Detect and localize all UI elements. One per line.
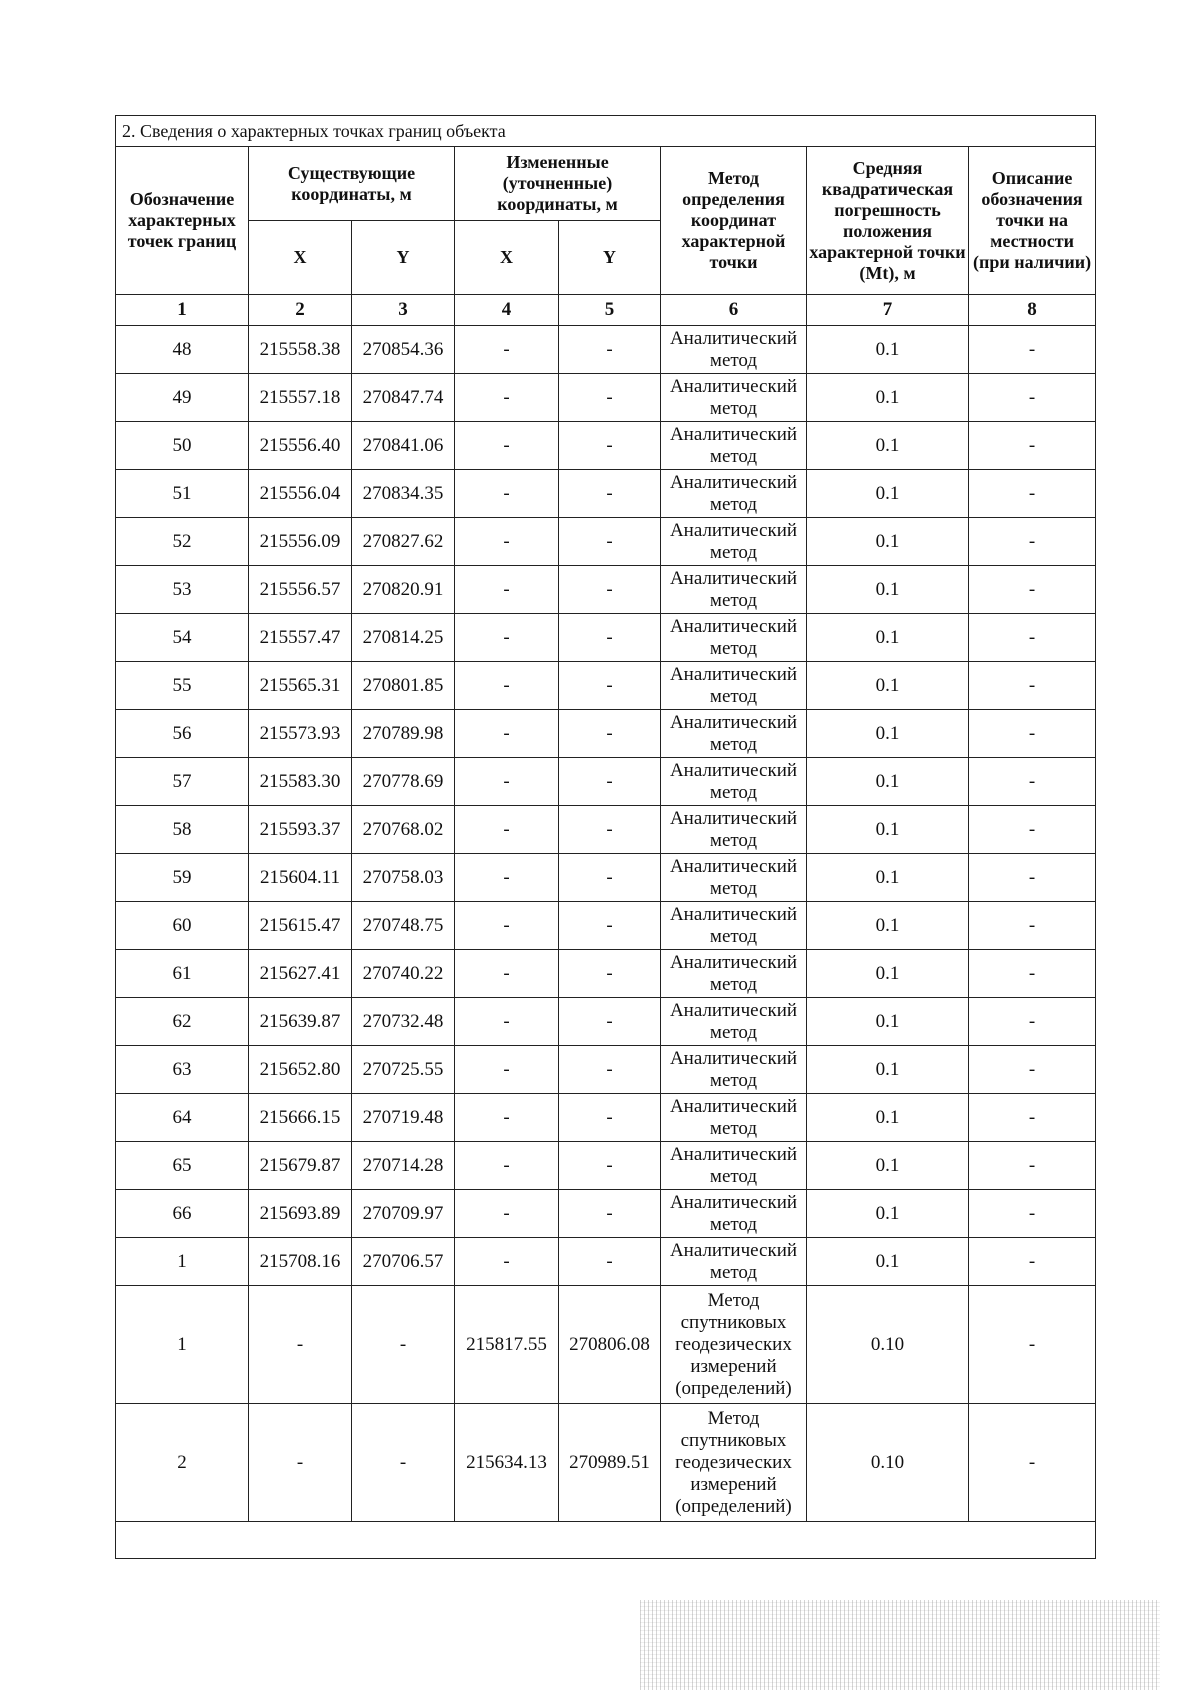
point-number: 64 [116,1094,249,1142]
point-number: 60 [116,902,249,950]
point-number: 49 [116,374,249,422]
method-cell: Метод спутниковых геодезических измерений (определений) [661,1404,807,1522]
document-sheet [115,115,1095,1559]
existing-x: - [249,1404,352,1522]
changed-x: - [455,1238,559,1286]
point-number: 50 [116,422,249,470]
mt-value: 0.1 [807,326,969,374]
point-number: 53 [116,566,249,614]
method-cell: Аналитический метод [661,758,807,806]
existing-x: - [249,1286,352,1404]
point-number: 55 [116,662,249,710]
changed-x: - [455,854,559,902]
empty-footer-cell [116,1522,1096,1559]
empty-footer-row [116,1522,1096,1559]
existing-y: - [352,1404,455,1522]
existing-y: 270719.48 [352,1094,455,1142]
changed-y: - [559,1094,661,1142]
table-row [116,1046,1096,1094]
changed-x: - [455,902,559,950]
method-cell: Аналитический метод [661,470,807,518]
description-cell: - [969,374,1096,422]
method-cell: Аналитический метод [661,950,807,998]
table-body [116,295,1096,1522]
column-number: 8 [969,295,1096,326]
description-cell: - [969,1142,1096,1190]
changed-y: - [559,662,661,710]
table-row [116,422,1096,470]
changed-y: - [559,374,661,422]
header-existing-x: X [249,221,352,295]
point-number: 62 [116,998,249,1046]
existing-y: 270847.74 [352,374,455,422]
mt-value: 0.1 [807,566,969,614]
point-number: 56 [116,710,249,758]
changed-y: - [559,326,661,374]
description-cell: - [969,566,1096,614]
point-number: 1 [116,1286,249,1404]
point-number: 52 [116,518,249,566]
mt-value: 0.1 [807,806,969,854]
column-number: 5 [559,295,661,326]
description-cell: - [969,758,1096,806]
existing-y: 270758.03 [352,854,455,902]
existing-y: 270706.57 [352,1238,455,1286]
column-number: 3 [352,295,455,326]
mt-value: 0.1 [807,1094,969,1142]
method-cell: Аналитический метод [661,662,807,710]
header-changed-coordinates: Измененные (уточненные) координаты, м [455,147,661,221]
existing-x: 215615.47 [249,902,352,950]
changed-x: - [455,662,559,710]
method-cell: Аналитический метод [661,566,807,614]
existing-y: 270801.85 [352,662,455,710]
table-row [116,710,1096,758]
changed-y: - [559,518,661,566]
column-number: 6 [661,295,807,326]
changed-y: - [559,614,661,662]
existing-y: 270709.97 [352,1190,455,1238]
table-row [116,1238,1096,1286]
description-cell: - [969,950,1096,998]
method-cell: Аналитический метод [661,518,807,566]
table-row [116,758,1096,806]
existing-x: 215627.41 [249,950,352,998]
changed-y: 270806.08 [559,1286,661,1404]
mt-value: 0.1 [807,902,969,950]
changed-x: 215634.13 [455,1404,559,1522]
point-number: 54 [116,614,249,662]
existing-y: 270820.91 [352,566,455,614]
existing-x: 215708.16 [249,1238,352,1286]
point-number: 48 [116,326,249,374]
mt-value: 0.1 [807,1190,969,1238]
description-cell: - [969,1190,1096,1238]
description-cell: - [969,662,1096,710]
existing-x: 215593.37 [249,806,352,854]
description-cell: - [969,854,1096,902]
existing-y: - [352,1286,455,1404]
header-designation: Обозначение характерных точек границ [116,147,249,295]
changed-x: 215817.55 [455,1286,559,1404]
mt-value: 0.10 [807,1404,969,1522]
description-cell: - [969,1238,1096,1286]
description-cell: - [969,806,1096,854]
description-cell: - [969,326,1096,374]
changed-x: - [455,422,559,470]
mt-value: 0.1 [807,470,969,518]
changed-y: - [559,710,661,758]
changed-y: - [559,950,661,998]
header-error: Средняя квадратическая погрешность положения характерной точки (Mt), м [807,147,969,295]
section-title: 2. Сведения о характерных точках границ объекта [116,116,1096,147]
existing-x: 215652.80 [249,1046,352,1094]
table-row [116,1142,1096,1190]
method-cell: Аналитический метод [661,1094,807,1142]
changed-y: - [559,470,661,518]
point-number: 61 [116,950,249,998]
point-number: 2 [116,1404,249,1522]
table-row [116,566,1096,614]
mt-value: 0.1 [807,374,969,422]
existing-x: 215679.87 [249,1142,352,1190]
method-cell: Аналитический метод [661,1190,807,1238]
changed-x: - [455,518,559,566]
existing-x: 215556.40 [249,422,352,470]
changed-y: - [559,1190,661,1238]
existing-x: 215639.87 [249,998,352,1046]
point-number: 51 [116,470,249,518]
existing-x: 215558.38 [249,326,352,374]
method-cell: Аналитический метод [661,1238,807,1286]
method-cell: Метод спутниковых геодезических измерений (определений) [661,1286,807,1404]
method-cell: Аналитический метод [661,422,807,470]
existing-y: 270841.06 [352,422,455,470]
mt-value: 0.1 [807,662,969,710]
description-cell: - [969,998,1096,1046]
method-cell: Аналитический метод [661,854,807,902]
changed-y: - [559,422,661,470]
existing-y: 270725.55 [352,1046,455,1094]
changed-x: - [455,998,559,1046]
method-cell: Аналитический метод [661,710,807,758]
changed-x: - [455,950,559,998]
changed-y: - [559,1238,661,1286]
description-cell: - [969,614,1096,662]
existing-y: 270814.25 [352,614,455,662]
existing-y: 270827.62 [352,518,455,566]
changed-x: - [455,806,559,854]
table-row [116,374,1096,422]
point-number: 1 [116,1238,249,1286]
existing-y: 270714.28 [352,1142,455,1190]
mt-value: 0.1 [807,614,969,662]
column-number: 2 [249,295,352,326]
description-cell: - [969,902,1096,950]
existing-y: 270768.02 [352,806,455,854]
description-cell: - [969,1404,1096,1522]
changed-y: - [559,758,661,806]
method-cell: Аналитический метод [661,374,807,422]
mt-value: 0.1 [807,422,969,470]
description-cell: - [969,422,1096,470]
mt-value: 0.1 [807,710,969,758]
column-number: 1 [116,295,249,326]
mt-value: 0.1 [807,518,969,566]
header-method: Метод определения координат характерной точки [661,147,807,295]
boundary-points-table [115,115,1096,1559]
method-cell: Аналитический метод [661,614,807,662]
changed-y: - [559,1046,661,1094]
table-row [116,854,1096,902]
existing-y: 270834.35 [352,470,455,518]
point-number: 66 [116,1190,249,1238]
header-existing-y: Y [352,221,455,295]
existing-x: 215604.11 [249,854,352,902]
description-cell: - [969,470,1096,518]
table-row [116,470,1096,518]
changed-y: 270989.51 [559,1404,661,1522]
description-cell: - [969,1046,1096,1094]
method-cell: Аналитический метод [661,326,807,374]
changed-x: - [455,614,559,662]
table-row [116,806,1096,854]
changed-x: - [455,326,559,374]
column-number-row [116,295,1096,326]
point-number: 57 [116,758,249,806]
changed-y: - [559,998,661,1046]
existing-x: 215557.47 [249,614,352,662]
method-cell: Аналитический метод [661,998,807,1046]
table-row [116,662,1096,710]
table-row [116,998,1096,1046]
table-row [116,518,1096,566]
method-cell: Аналитический метод [661,1142,807,1190]
changed-x: - [455,1094,559,1142]
point-number: 59 [116,854,249,902]
column-number: 4 [455,295,559,326]
mt-value: 0.1 [807,1238,969,1286]
mt-value: 0.1 [807,998,969,1046]
changed-x: - [455,374,559,422]
changed-x: - [455,1190,559,1238]
existing-y: 270854.36 [352,326,455,374]
table-row [116,1190,1096,1238]
point-number: 58 [116,806,249,854]
method-cell: Аналитический метод [661,1046,807,1094]
mt-value: 0.1 [807,1142,969,1190]
changed-y: - [559,1142,661,1190]
changed-x: - [455,470,559,518]
description-cell: - [969,1286,1096,1404]
existing-x: 215666.15 [249,1094,352,1142]
mt-value: 0.1 [807,950,969,998]
existing-x: 215565.31 [249,662,352,710]
existing-y: 270778.69 [352,758,455,806]
existing-y: 270748.75 [352,902,455,950]
existing-y: 270732.48 [352,998,455,1046]
table-row [116,1094,1096,1142]
table-row [116,902,1096,950]
mt-value: 0.10 [807,1286,969,1404]
description-cell: - [969,1094,1096,1142]
changed-y: - [559,806,661,854]
header-changed-y: Y [559,221,661,295]
method-cell: Аналитический метод [661,902,807,950]
existing-x: 215556.57 [249,566,352,614]
changed-x: - [455,710,559,758]
existing-x: 215556.04 [249,470,352,518]
changed-x: - [455,566,559,614]
existing-y: 270740.22 [352,950,455,998]
description-cell: - [969,518,1096,566]
mt-value: 0.1 [807,1046,969,1094]
changed-y: - [559,566,661,614]
changed-x: - [455,758,559,806]
point-number: 63 [116,1046,249,1094]
mt-value: 0.1 [807,758,969,806]
existing-x: 215693.89 [249,1190,352,1238]
existing-y: 270789.98 [352,710,455,758]
changed-x: - [455,1142,559,1190]
table-row [116,326,1096,374]
existing-x: 215557.18 [249,374,352,422]
point-number: 65 [116,1142,249,1190]
existing-x: 215556.09 [249,518,352,566]
description-cell: - [969,710,1096,758]
table-row [116,614,1096,662]
existing-x: 215583.30 [249,758,352,806]
changed-y: - [559,854,661,902]
existing-x: 215573.93 [249,710,352,758]
table-row [116,950,1096,998]
header-description: Описание обозначения точки на местности (при наличии) [969,147,1096,295]
header-changed-x: X [455,221,559,295]
table-row [116,1404,1096,1522]
mt-value: 0.1 [807,854,969,902]
changed-x: - [455,1046,559,1094]
scan-noise [640,1600,1160,1690]
column-number: 7 [807,295,969,326]
method-cell: Аналитический метод [661,806,807,854]
table-row [116,1286,1096,1404]
header-existing-coordinates: Существующие координаты, м [249,147,455,221]
changed-y: - [559,902,661,950]
